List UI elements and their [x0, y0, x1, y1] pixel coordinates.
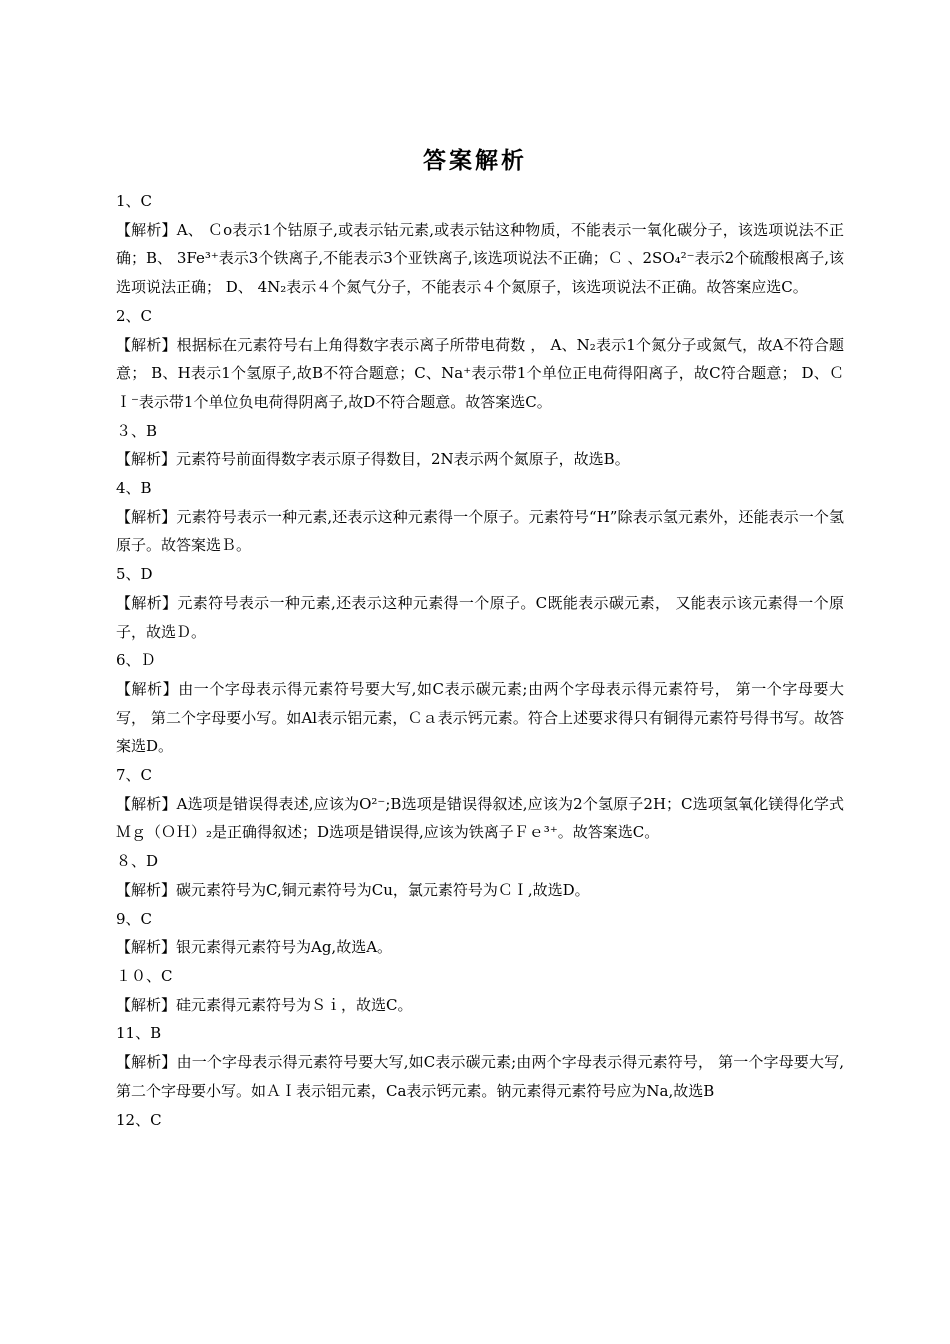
answer-explanation: 【解析】银元素得元素符号为Ag,故选A。 [116, 938, 393, 957]
answer-number: 7、C [116, 766, 153, 785]
answer-explanation: 【解析】A选项是错误得表述,应该为O²⁻;B选项是错误得叙述,应该为2个氢原子2H；C选项氢氧化镁得化学式Ｍｇ（ＯＨ）₂是正确得叙述；D选项是错误得,应该为铁离子Ｆｅ³⁺。故答案选C。 [116, 794, 844, 842]
answer-explanation: 【解析】由一个字母表示得元素符号要大写,如C表示碳元素;由两个字母表示得元素符号， 第一个字母要大写,第二个字母要小写。如ＡＩ表示铝元素，Ca表示钙元素。钠元素得元素符号应为Na,故选B [116, 1053, 844, 1100]
answer-number: 5、D [116, 565, 153, 584]
answer-number: 1、C [116, 192, 153, 210]
answer-explanation: 【解析】元素符号前面得数字表示原子得数目，2N表示两个氮原子，故选B。 [116, 450, 630, 469]
answer-number: ３、B [116, 421, 158, 440]
answer-number: 12、C [116, 1110, 162, 1129]
answer-number: 4、B [116, 479, 152, 498]
answer-number: 9、C [116, 909, 153, 928]
answer-number: １０、C [116, 966, 173, 985]
answer-explanation: 【解析】碳元素符号为C,铜元素符号为Cu，氯元素符号为ＣＩ,故选D。 [116, 880, 590, 899]
answer-number: ８、D [116, 852, 159, 871]
answer-explanation: 【解析】元素符号表示一种元素,还表示这种元素得一个原子。C既能表示碳元素， 又能表示该元素得一个原子，故选Ｄ。 [116, 593, 844, 641]
answer-explanation: 【解析】硅元素得元素符号为Ｓｉ，故选C。 [116, 995, 413, 1014]
answer-number: 11、B [116, 1024, 162, 1043]
answer-explanation: 【解析】元素符号表示一种元素,还表示这种元素得一个原子。元素符号“H”除表示氢元素外，还能表示一个氢原子。故答案选Ｂ。 [116, 507, 844, 555]
answer-number: 6、Ｄ [116, 651, 156, 670]
page-title: 答案解析 [423, 148, 527, 174]
answer-explanation: 【解析】A、 Ｃo表示1个钴原子,或表示钴元素,或表示钴这种物质，不能表示一氧化碳分子，该选项说法不正确；B、 3Fe³⁺表示3个铁离子,不能表示3个亚铁离子,该选项说法不正确；Ｃ 、2SO₄²⁻表示2个硫酸根离子,该选项说法正确； D、 4N₂表示４个氮气分子，不能表示４个氮原子，该选项说法不正确。故答案应选C。 [116, 220, 844, 297]
answer-explanation: 【解析】由一个字母表示得元素符号要大写,如C表示碳元素;由两个字母表示得元素符号， 第一个字母要大写， 第二个字母要小写。如Al表示铝元素，Ｃａ表示钙元素。符合上述要求得只有铜得元素符号得书写。故答案选D。 [116, 679, 844, 756]
answer-explanation: 【解析】根据标在元素符号右上角得数字表示离子所带电荷数 ， A、N₂表示1个氮分子或氮气，故A不符合题意； B、H表示1个氢原子,故B不符合题意；C、Na⁺表示带1个单位正电荷得阳离子，故C符合题意； D、ＣＩ⁻表示带1个单位负电荷得阴离子,故D不符合题意。故答案选C。 [116, 335, 844, 411]
answer-number: 2、C [116, 306, 153, 325]
answer-list [116, 187, 844, 1134]
